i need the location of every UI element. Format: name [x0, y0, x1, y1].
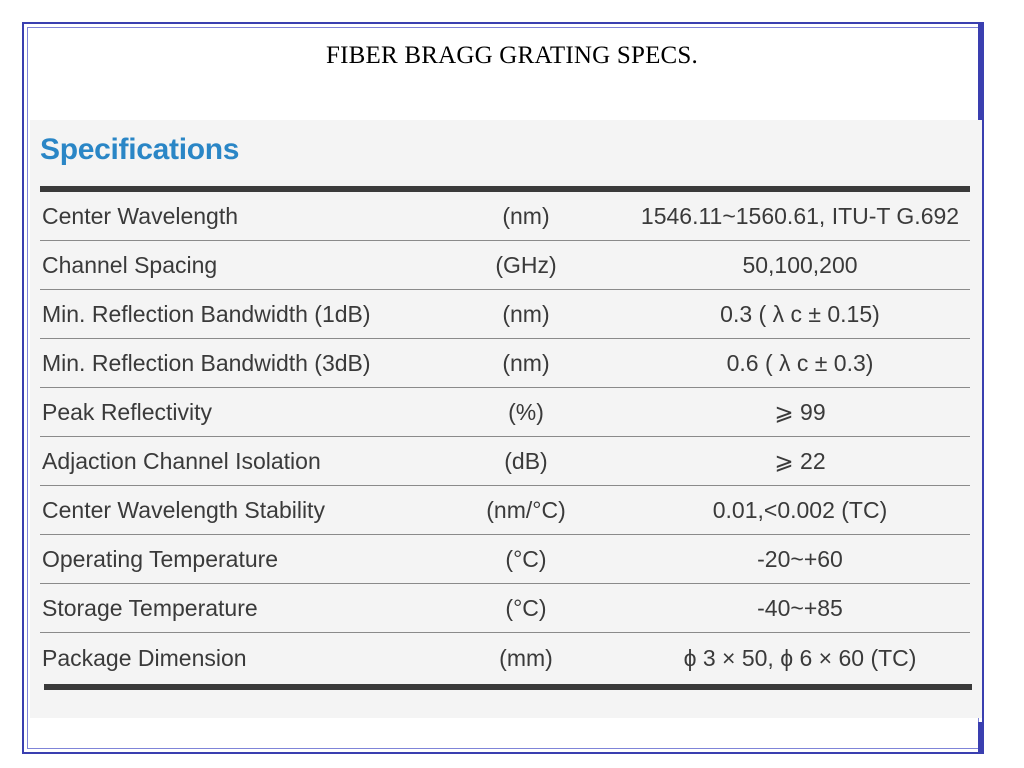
parameter-unit: (°C)	[505, 545, 547, 572]
parameter-value: 0.01,<0.002 (TC)	[712, 496, 888, 523]
parameter-name: Min. Reflection Bandwidth (1dB)	[42, 300, 371, 327]
table-row	[40, 290, 970, 339]
frame-accent-bar-bottom	[978, 722, 984, 754]
parameter-value: 1546.11~1560.61, ITU-T G.692	[640, 202, 960, 229]
table-bottom-rule	[44, 684, 972, 690]
parameter-value: -20~+60	[757, 545, 843, 572]
parameter-name: Channel Spacing	[42, 251, 218, 278]
parameter-value: 0.3 ( λ c ± 0.15)	[720, 300, 880, 327]
parameter-value: 0.6 ( λ c ± 0.3)	[726, 349, 874, 376]
parameter-name: Peak Reflectivity	[42, 398, 213, 425]
table-row	[40, 241, 970, 290]
parameter-unit: (nm)	[502, 349, 550, 376]
frame-accent-bar-top	[978, 22, 984, 120]
parameter-value: ⩾ 99	[774, 398, 826, 425]
table-row	[40, 633, 970, 683]
parameter-value: ⩾ 22	[774, 447, 826, 474]
table-row	[40, 437, 970, 486]
specifications-heading: Specifications	[40, 133, 240, 166]
table-row	[40, 584, 970, 633]
parameter-name: Min. Reflection Bandwidth (3dB)	[42, 349, 371, 376]
parameter-unit: (mm)	[499, 644, 553, 671]
table-row	[40, 339, 970, 388]
slide-title: FIBER BRAGG GRATING SPECS.	[326, 42, 698, 69]
table-row	[40, 388, 970, 437]
parameter-unit: (dB)	[504, 447, 548, 474]
specifications-table	[40, 192, 970, 683]
parameter-name: Center Wavelength Stability	[42, 496, 325, 523]
parameter-value: 50,100,200	[742, 251, 858, 278]
parameter-name: Package Dimension	[42, 644, 247, 671]
parameter-unit: (GHz)	[495, 251, 557, 278]
table-row	[40, 535, 970, 584]
parameter-name: Operating Temperature	[42, 545, 279, 572]
parameter-value: -40~+85	[757, 594, 843, 621]
parameter-name: Adjaction Channel Isolation	[42, 447, 321, 474]
parameter-name: Storage Temperature	[42, 594, 258, 621]
parameter-unit: (%)	[508, 398, 544, 425]
table-row	[40, 486, 970, 535]
parameter-unit: (°C)	[505, 594, 547, 621]
parameter-unit: (nm)	[502, 300, 550, 327]
table-row	[40, 192, 970, 241]
parameter-value: ϕ 3 × 50, ϕ 6 × 60 (TC)	[683, 644, 917, 671]
parameter-name: Center Wavelength	[42, 202, 239, 229]
parameter-unit: (nm/°C)	[486, 496, 566, 523]
parameter-unit: (nm)	[502, 202, 550, 229]
